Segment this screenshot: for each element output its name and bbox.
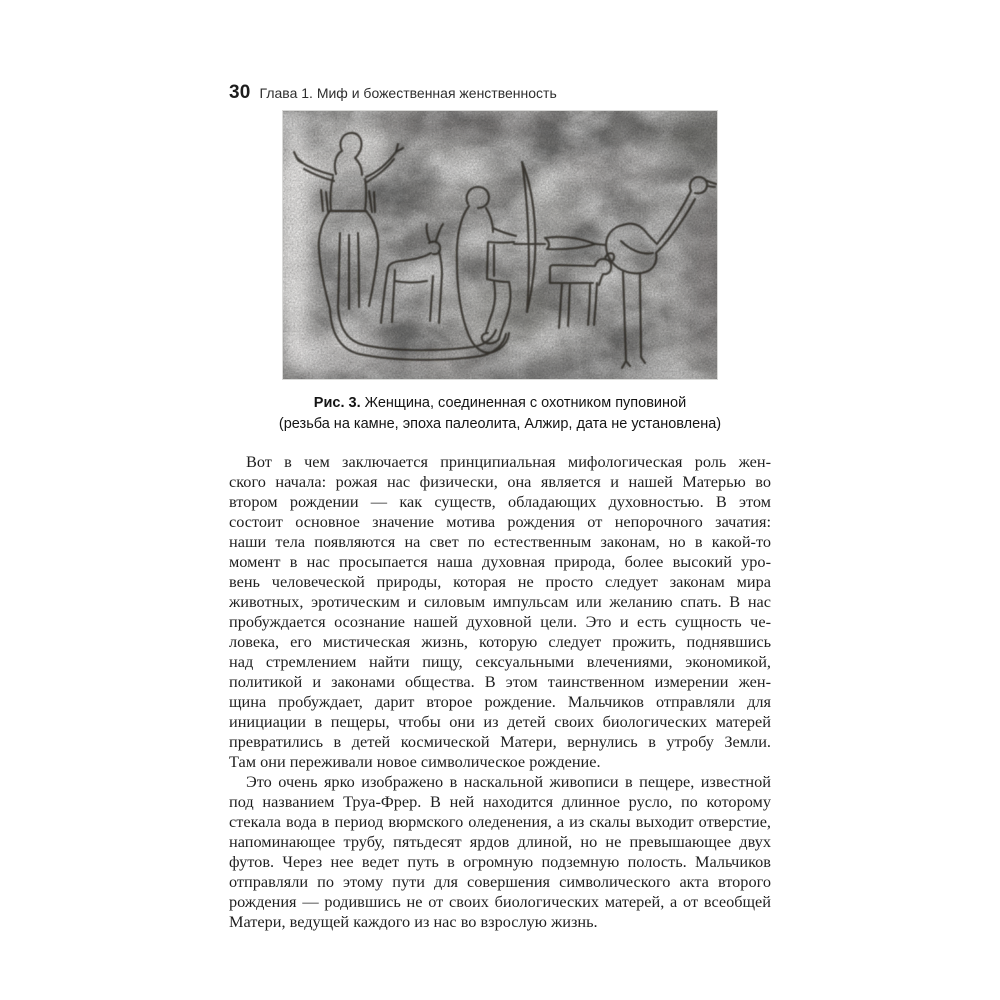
figure-caption-line2: (резьба на камне, эпоха палеолита, Алжир, дата не установлена) [278,416,722,432]
text-line: инициации в пещеры, чтобы они из детей своих биологических матерей [229,712,771,731]
text-line: над стремлением найти пищу, сексуальными влечениями, экономикой, [229,652,771,671]
text-line: втором рождении — как существ, обладающих духовностью. В этом [229,492,771,511]
rock-carving-image [283,111,717,379]
text-line: напоминающее трубу, пятьдесят ярдов длиной, но не превышающее двух [229,832,771,851]
text-line: Там они переживали новое символическое рождение. [229,752,601,771]
text-line: животных, эротическим и силовым импульсам или желанию спать. В нас [229,592,771,611]
figure-caption [229,393,771,435]
text-line: состоит основное значение мотива рождения от непорочного зачатия: [229,512,771,531]
body-text [229,452,771,932]
text-line: превратились в детей космической Матери, вернулись в утробу Земли. [229,732,771,751]
running-header [229,82,771,104]
text-line: наши тела появляются на свет по естественным законам, но в какой-то [229,532,771,551]
text-line: под названием Труа-Фрер. В ней находится длинное русло, по которому [229,792,771,811]
figure-caption-text: Женщина, соединенная с охотником пуповиной [364,395,687,411]
text-line: щина пробуждает, дарит второе рождение. Мальчиков отправляли для [229,692,771,711]
text-line: пробуждается осознание нашей духовной цели. Это и есть сущность че- [229,612,771,631]
text-line: момент в нас просыпается наша духовная природа, более высокий уро- [229,552,771,571]
figure-caption-line1 [229,393,771,414]
chapter-title: Глава 1. Миф и божественная женственность [259,85,557,101]
text-line: Это очень ярко изображено в наскальной живописи в пещере, известной [246,772,771,791]
text-line: рождения — родившись не от своих биологических матерей, а от всеобщей [229,892,771,911]
text-line: Матери, ведущей каждого из нас во взрослую жизнь. [229,912,598,931]
text-line: отправляли по этому пути для совершения символического акта второго [229,872,771,891]
page-number: 30 [229,82,251,103]
figure-label: Рис. 3. [313,395,361,411]
figure-block [229,111,771,435]
text-line: Вот в чем заключается принципиальная мифологическая роль жен- [246,452,771,471]
text-line: ского начала: рожая нас физически, она является и нашей Матерью во [229,472,771,491]
text-line: стекала вода в период вюрмского оледенения, а из скалы выходит отверстие, [229,812,771,831]
text-line: вень человеческой природы, которая не просто следует законам мира [229,572,771,591]
rock-carving-drawing [283,111,717,379]
text-line: политикой и законами общества. В этом таинственном измерении жен- [229,672,771,691]
text-line: ловека, его мистическая жизнь, которую следует прожить, поднявшись [229,632,771,651]
text-line: футов. Через нее ведет путь в огромную подземную полость. Мальчиков [229,852,771,871]
